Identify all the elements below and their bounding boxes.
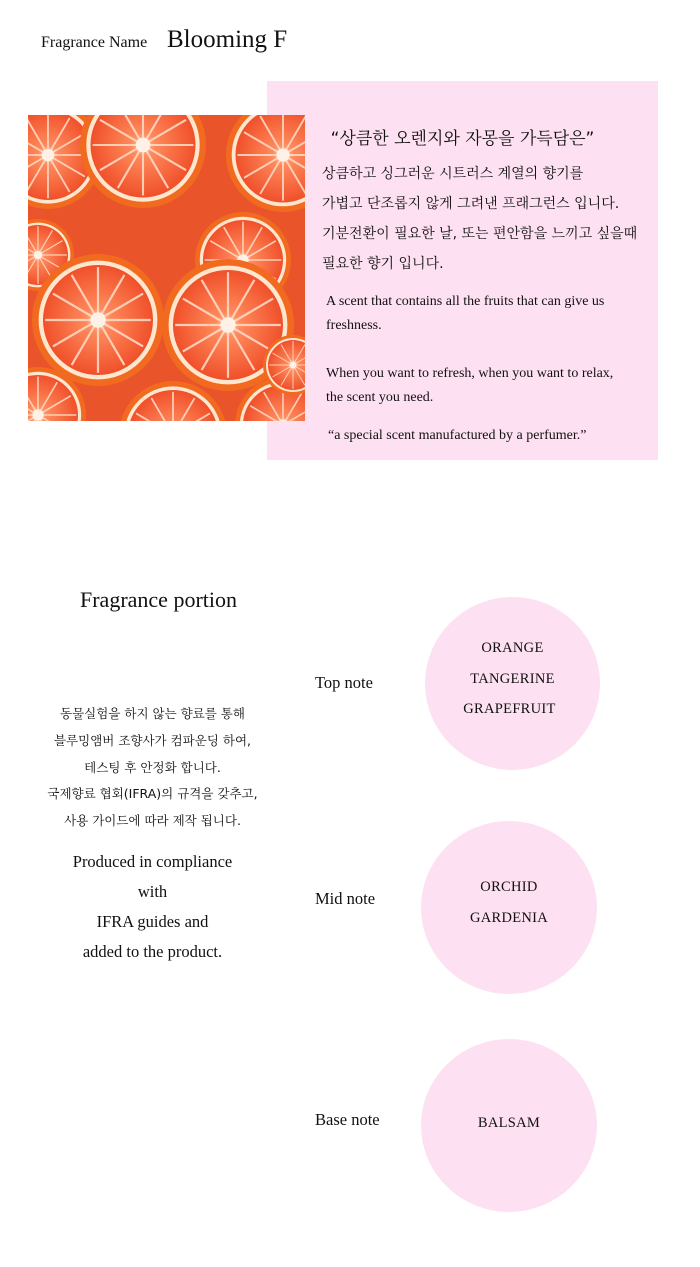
description-quote-en: “a special scent manufactured by a perfumer.” <box>328 428 587 443</box>
description-quote-kr: “상큼한 오렌지와 자몽을 가득담은” <box>330 129 595 149</box>
orange-slices-photo <box>28 115 305 421</box>
description-line-en: A scent that contains all the fruits that can give us <box>326 294 605 309</box>
orange-slices-image <box>28 115 305 421</box>
base-note-ingredient: BALSAM <box>477 1115 541 1131</box>
description-line-en: the scent you need. <box>326 390 434 405</box>
top-note-ingredient: GRAPEFRUIT <box>463 701 556 717</box>
mid-note-circle <box>421 821 597 994</box>
description-line-kr: 기분전환이 필요한 날, 또는 편안함을 느끼고 싶을때 <box>322 226 638 242</box>
top-note-label: Top note <box>315 673 373 692</box>
portion-line-kr: 블루밍앰버 조향사가 컴파운딩 하여, <box>53 733 252 748</box>
portion-line-en: added to the product. <box>82 942 223 961</box>
portion-line-en: with <box>137 882 168 901</box>
portion-line-en: IFRA guides and <box>96 912 209 931</box>
portion-line-kr: 국제향료 협회(IFRA)의 규격을 갖추고, <box>47 786 258 801</box>
portion-line-kr: 사용 가이드에 따라 제작 됩니다. <box>64 813 241 828</box>
description-line-kr: 필요한 향기 입니다. <box>322 256 444 272</box>
base-note-label: Base note <box>315 1110 380 1129</box>
mid-note-ingredient: ORCHID <box>480 879 538 895</box>
description-line-kr: 가볍고 단조롭지 않게 그려낸 프래그런스 입니다. <box>322 196 620 212</box>
description-line-en: When you want to refresh, when you want to relax, <box>326 366 614 381</box>
top-note-ingredient: ORANGE <box>481 640 544 656</box>
fragrance-name-label: Fragrance Name <box>41 34 148 51</box>
mid-note-label: Mid note <box>315 889 376 908</box>
mid-note-ingredient: GARDENIA <box>469 910 549 926</box>
portion-line-kr: 테스팅 후 안정화 합니다. <box>84 760 221 775</box>
top-note-ingredient: TANGERINE <box>470 671 555 687</box>
portion-line-en: Produced in compliance <box>72 852 233 871</box>
description-line-en: freshness. <box>326 318 382 333</box>
description-line-kr: 상큼하고 싱그러운 시트러스 계열의 향기를 <box>322 166 584 182</box>
portion-title: Fragrance portion <box>80 587 237 612</box>
fragrance-name: Blooming F <box>167 26 288 53</box>
portion-line-kr: 동물실험을 하지 않는 향료를 통해 <box>60 706 245 721</box>
